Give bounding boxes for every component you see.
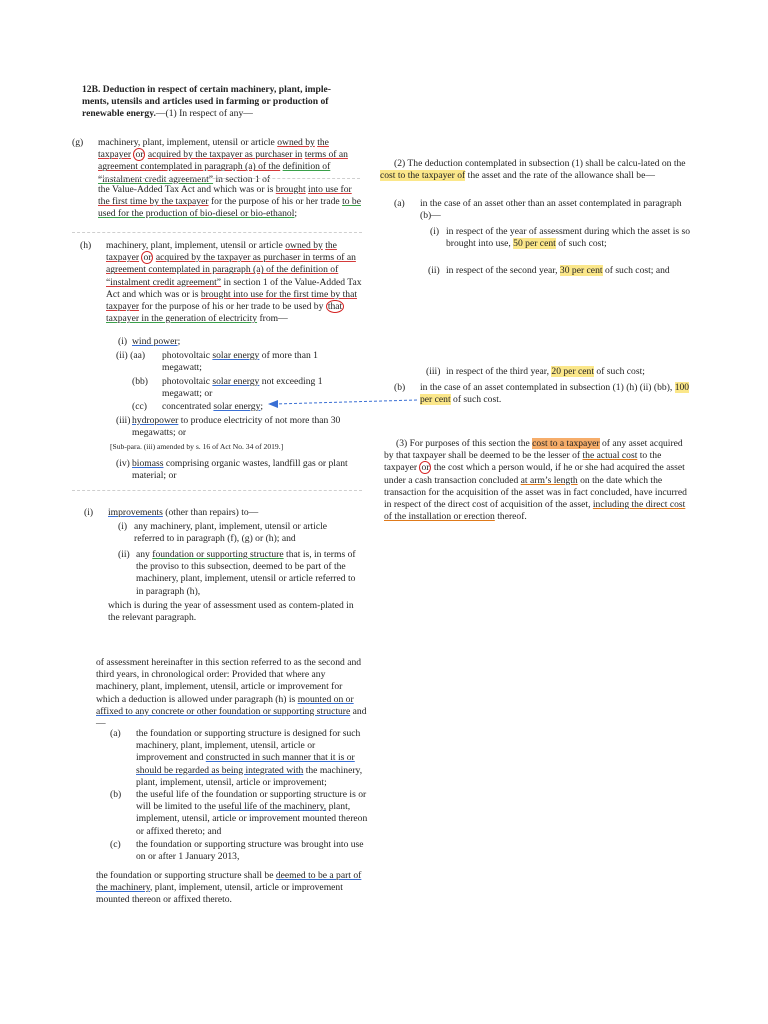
para-g-the-taxpayer: the taxpayer	[98, 137, 329, 161]
para-h-cc-end: ;	[260, 401, 264, 412]
para-i-which: which is during the year of assessment used as contem-plated in the relevant paragraph.	[108, 600, 354, 624]
subsection-2-b-label: (b)	[394, 382, 406, 393]
para-h-iii-post: to produce electricity of not more than 30 megawatts; or	[132, 415, 341, 439]
para-g-acquired: acquired by the taxpayer as purchaser in	[147, 149, 303, 161]
subsection-3-mid4: on the date which the transaction for the acquisition of the asset was in fact concluded, have incurred in respect of the direct cost of acquisition of the asset,	[384, 474, 687, 511]
para-h-iv-bio: biomass	[132, 458, 164, 469]
subsection-2-b-pre: in the case of an asset contemplated in subsection (1) (h) (ii) (bb),	[420, 382, 673, 393]
divider-h	[72, 232, 362, 233]
para-h-taxpayer-gen: taxpayer in the generation of electricity	[106, 313, 258, 325]
subsection-3-pre: (3) For purposes of this section the	[396, 438, 530, 449]
subsection-2-b-post: of such cost.	[453, 394, 502, 406]
subsection-3-actual: the actual cost	[582, 450, 638, 462]
subsection-2-a-iii	[426, 366, 694, 378]
para-g-of-his: of his or her trade	[271, 196, 340, 208]
para-g-continued	[98, 184, 362, 221]
subsection-2-a-i-pre: in respect of the year of assessment during which the asset is so brought into use,	[446, 226, 691, 250]
subsection-2-a-i-hl: 50 per cent	[513, 238, 556, 250]
proviso-and: and—	[96, 705, 367, 730]
para-h-bb	[132, 376, 344, 400]
subsection-2-a-i-label: (i)	[430, 226, 440, 237]
para-h-bb-pre: photovoltaic	[162, 376, 210, 387]
para-h-iii	[116, 415, 344, 439]
para-i-i-text: any machinery, plant, implement, utensil or article referred to in paragraph (f), (g) or (h); and	[134, 521, 328, 545]
proviso-a-constr: constructed in such manner that it is or should be regarded as being integrated with	[136, 752, 355, 776]
para-i-ii	[118, 549, 356, 598]
para-h-from: from—	[259, 313, 288, 325]
para-g-into-use: into use for the first time by the taxpayer	[98, 184, 352, 208]
proviso-b-pre: the useful life of the foundation or supporting structure is or will be limited to the	[136, 789, 367, 813]
proviso-a	[110, 728, 368, 789]
para-h-cc-label: (cc)	[132, 401, 147, 412]
subsection-2-a-iii-label: (iii)	[426, 366, 441, 377]
para-h-that-circled: that	[327, 301, 343, 313]
para-h-cc-pre: concentrated	[162, 401, 212, 412]
para-h-iv	[116, 458, 348, 482]
subsection-2-a-text: in the case of an asset other than an asset contemplated in paragraph (b)—	[420, 198, 682, 222]
subsection-2-a-iii-post: of such cost;	[596, 366, 645, 377]
para-h-iii-hydro: hydropower	[132, 415, 179, 426]
proviso-final-pre: the foundation or supporting structure shall be	[96, 870, 274, 881]
proviso-b	[110, 789, 368, 838]
proviso-p1: of assessment hereinafter in this section referred to as the second and third years, in chronological order: Provided that where any machinery, plant, implement, utensil, article or improvement for which a deduction is allowed under paragraph (h) is	[96, 657, 362, 705]
para-h-i-text: wind power	[132, 336, 178, 347]
proviso-final-post: , plant, implement, utensil, article or improvement mounted thereon or affixed thereto.	[96, 882, 343, 906]
para-h-ii-label: (ii) (aa)	[116, 350, 146, 361]
para-h-iii-label: (iii)	[116, 415, 131, 426]
para-i-ii-found: foundation or supporting structure	[152, 549, 284, 560]
subsection-2-pre: (2) The deduction contemplated in subsection (1) shall be calcu-lated on the	[394, 158, 686, 169]
para-h-owned-by: owned by	[285, 240, 323, 251]
proviso-b-useful: useful life of the machinery,	[218, 801, 327, 813]
subsection-2-a-ii-label: (ii)	[428, 265, 440, 276]
para-g-cont1: the Value-Added Tax Act and which was or is	[98, 184, 274, 195]
para-i-ii-pre: any	[136, 549, 150, 560]
para-h	[80, 240, 362, 325]
para-i-i-label: (i)	[118, 521, 128, 532]
para-g-brought: brought	[275, 184, 306, 195]
subsection-3-end: thereof.	[497, 511, 527, 523]
para-h-cc	[132, 401, 344, 413]
para-h-ii-aa	[116, 350, 344, 374]
para-h-or-circled: or	[143, 252, 152, 264]
para-h-i-end: ;	[177, 336, 181, 347]
proviso-a-label: (a)	[110, 728, 121, 739]
para-g-l1: machinery, plant, implement, utensil or article	[98, 137, 275, 148]
proviso-final-deemed: deemed to be a part of the machinery	[96, 870, 362, 894]
subsection-3-mid2: to the taxpayer	[384, 450, 662, 474]
subsection-2-a	[394, 198, 692, 222]
subsection-2-b	[394, 382, 692, 406]
para-h-iv-post: comprising organic wastes, landfill gas or plant material; or	[132, 458, 348, 482]
subsection-3-mid1: of any asset acquired by that taxpayer shall be deemed to be the lesser of	[384, 438, 683, 462]
proviso-final	[96, 870, 368, 907]
subsection-2-a-iii-hl: 20 per cent	[551, 366, 595, 377]
para-i-ii-post: that is, in terms of the proviso to this subsection, deemed to be part of the machinery, plant, implement, utensil or article referred to in paragraph (h),	[136, 549, 356, 597]
subsection-2-a-label: (a)	[394, 198, 405, 209]
divider-i	[72, 490, 362, 491]
para-g-definition: definition of “instalment credit agreement”	[98, 161, 331, 185]
proviso-c-text: the foundation or supporting structure was brought into use on or after 1 January 2013,	[136, 839, 364, 863]
para-h-cc-solar: solar energy	[213, 401, 261, 412]
proviso-c-label: (c)	[110, 839, 121, 850]
proviso-a-pre: the foundation or supporting structure is designed for such machinery, plant, implement, utensil, article or improvement and	[136, 728, 361, 764]
para-h-bb-post: not exceeding 1 megawatt; or	[162, 376, 323, 400]
subsection-2-b-hl: 100 per cent	[420, 382, 690, 406]
proviso-mounted: mounted on or affixed to any concrete or other foundation or supporting structure	[96, 693, 354, 717]
para-h-the-taxpayer: the taxpayer	[106, 240, 337, 264]
para-h-bb-solar: solar energy	[212, 376, 260, 387]
para-h-bb-label: (bb)	[132, 376, 148, 387]
subsection-2-a-ii	[428, 265, 692, 277]
section-title-tail: —(1) In respect of any—	[155, 108, 253, 120]
para-h-i	[118, 336, 358, 348]
divider-g	[98, 178, 360, 179]
para-h-iv-label: (iv)	[116, 458, 130, 469]
subsection-2	[380, 158, 692, 182]
para-h-brought: brought into use for the first time by that taxpayer	[106, 288, 357, 313]
subsection-3-incl: including the direct cost of the installation or erection	[384, 499, 686, 523]
proviso-b-label: (b)	[110, 789, 122, 800]
para-h-ii-solar: solar energy	[212, 350, 260, 361]
subsection-2-cost: cost to the taxpayer of	[380, 170, 466, 182]
proviso-intro	[96, 657, 368, 730]
proviso-b-post: plant, implement, utensil, article or improvement mounted thereon or affixed thereto; and	[136, 801, 368, 837]
para-h-ii-post: of more than 1 megawatt;	[162, 350, 318, 374]
subsection-2-a-i	[430, 226, 692, 250]
subsection-2-a-iii-pre: in respect of the third year,	[446, 366, 549, 377]
para-h-ii-pre: photovoltaic	[162, 350, 210, 361]
subsection-3	[384, 438, 694, 523]
para-i-i	[118, 521, 354, 545]
subsection-3-arms: at arm’s length	[520, 474, 578, 486]
para-g-label: (g)	[72, 137, 84, 148]
para-g-owned-by: owned by	[277, 137, 315, 148]
subsection-2-a-ii-pre: in respect of the second year,	[446, 265, 558, 276]
para-g-section: in section 1 of	[215, 173, 271, 185]
para-g-or-circled: or	[135, 149, 144, 161]
proviso-c	[110, 839, 368, 863]
para-i-ii-label: (ii)	[118, 549, 130, 560]
para-i-improvements: improvements	[108, 507, 163, 518]
subsection-3-hl: cost to a taxpayer	[532, 438, 600, 449]
para-h-i-label: (i)	[118, 336, 128, 347]
subsection-3-mid3: the cost which a person would, if he or she had acquired the asset under a cash transaction concluded	[384, 462, 685, 486]
para-g-terms: terms of an agreement contemplated in paragraph (a) of the	[98, 149, 348, 173]
subsection-3-or-circled: or	[421, 462, 430, 474]
proviso-a-post: the machinery, plant, implement, utensil, article or improvement;	[136, 764, 363, 788]
para-h-acquired: acquired by the taxpayer as purchaser in terms of an agreement contemplated in paragraph (a) of the definition of “instalment credit agreement”	[106, 252, 356, 288]
para-i-label: (i)	[84, 507, 94, 518]
subsection-2-a-ii-hl: 30 per cent	[559, 265, 603, 276]
subpara-note: [Sub-para. (iii) amended by s. 16 of Act No. 34 of 2019.]	[110, 442, 284, 451]
para-g-end: ;	[294, 208, 298, 220]
para-g-for-purpose: for the purpose	[210, 196, 270, 208]
para-h-text	[106, 240, 362, 325]
para-i	[84, 507, 360, 519]
para-i-post: (other than repairs) to—	[165, 507, 259, 518]
para-h-purpose: for the purpose of his or her trade to be used by	[141, 301, 324, 313]
section-title	[82, 84, 350, 121]
para-g-to-be-used: to be used for the production of bio-diesel or bio-ethanol	[98, 196, 361, 220]
subsection-2-a-ii-post: of such cost; and	[604, 265, 670, 276]
subsection-2-a-i-post: of such cost;	[558, 238, 607, 250]
para-h-section: in section 1 of the Value-Added Tax Act and which was or is	[106, 276, 362, 300]
subsection-2-post: the asset and the rate of the allowance shall be—	[467, 170, 655, 182]
section-title-head: 12B. Deduction in respect of certain machinery, plant, imple-ments, utensils and articles used in farming or production of renewable energy.	[82, 84, 331, 120]
para-h-label: (h)	[80, 240, 92, 251]
para-h-l1: machinery, plant, implement, utensil or article	[106, 240, 283, 251]
